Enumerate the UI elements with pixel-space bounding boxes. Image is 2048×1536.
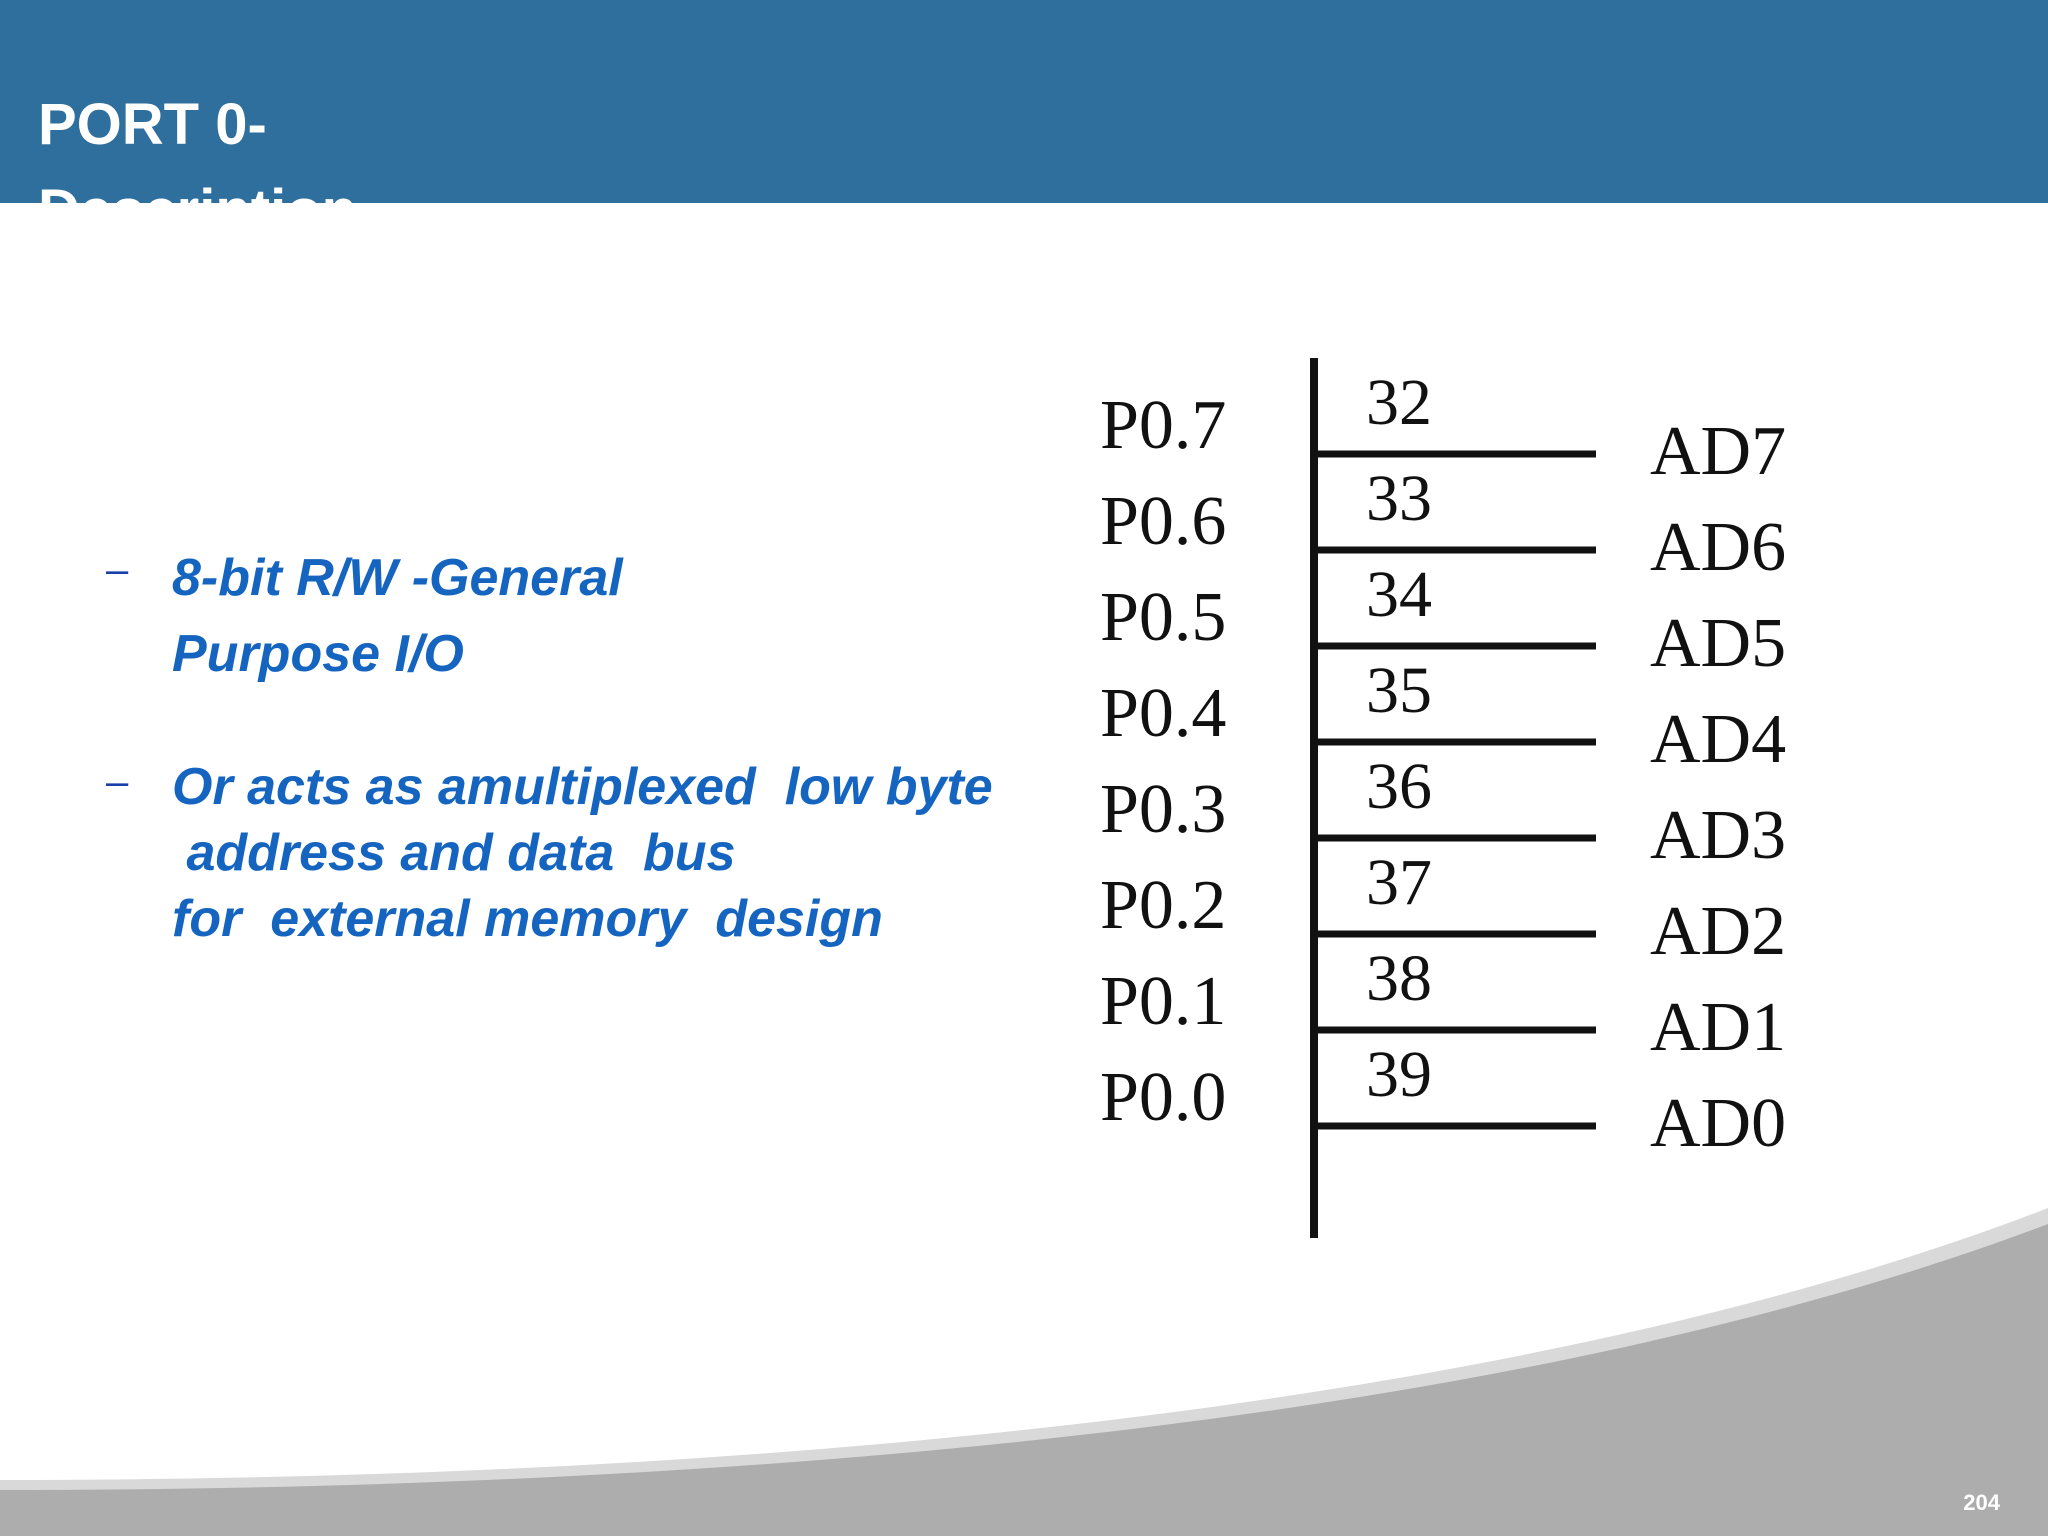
bullet-general-purpose-io: 8-bit R/W -General Purpose I/O: [172, 549, 623, 683]
title-bar: [0, 0, 2048, 243]
address-data-label: AD2: [1650, 893, 1787, 970]
port-pin-label: P0.3: [1100, 771, 1227, 848]
footer-swoosh: [0, 1180, 2048, 1536]
address-data-label: AD3: [1650, 797, 1787, 874]
pin-number: 32: [1366, 366, 1432, 439]
port-pin-label: P0.6: [1100, 483, 1227, 560]
pin-number: 36: [1366, 750, 1432, 823]
port-pin-label: P0.5: [1100, 579, 1227, 656]
address-data-label: AD1: [1650, 989, 1787, 1066]
bullet-dash: –: [106, 760, 129, 804]
bullet-multiplexed-bus: Or acts as amultiplexed low byte address and data bus for external memory design: [172, 758, 993, 948]
port-pin-label: P0.0: [1100, 1059, 1227, 1136]
pin-number: 34: [1366, 558, 1432, 631]
pin-number: 35: [1366, 654, 1432, 727]
address-data-label: AD0: [1650, 1085, 1787, 1162]
port0-pin-diagram: [1100, 350, 1820, 1250]
page-number: 204: [1963, 1490, 2000, 1515]
pin-number: 33: [1366, 462, 1432, 535]
address-data-label: AD4: [1650, 701, 1787, 778]
address-data-label: AD5: [1650, 605, 1787, 682]
slide-title: PORT 0- Description: [38, 92, 358, 243]
port-pin-label: P0.1: [1100, 963, 1227, 1040]
port-pin-label: P0.7: [1100, 387, 1227, 464]
pin-number: 38: [1366, 942, 1432, 1015]
address-data-label: AD6: [1650, 509, 1787, 586]
bullet-dash: –: [106, 548, 129, 592]
pin-number: 37: [1366, 846, 1432, 919]
port-pin-label: P0.2: [1100, 867, 1227, 944]
port-pin-label: P0.4: [1100, 675, 1227, 752]
pin-number: 39: [1366, 1038, 1432, 1111]
address-data-label: AD7: [1650, 413, 1787, 490]
